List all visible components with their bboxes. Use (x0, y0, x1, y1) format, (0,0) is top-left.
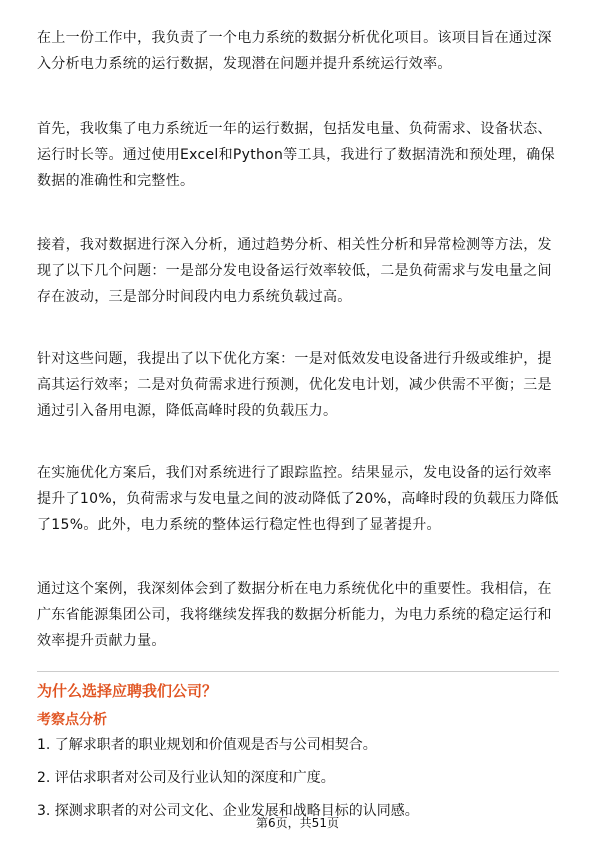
paragraph-intro: 在上一份工作中，我负责了一个电力系统的数据分析优化项目。该项目旨在通过深入分析电力系统的运行数据，发现潜在问题并提升系统运行效率。 (37, 30, 552, 72)
list-item: 1. 了解求职者的职业规划和价值观是否与公司相契合。 (37, 737, 377, 753)
paragraph-data-collection: 首先，我收集了电力系统近一年的运行数据，包括发电量、负荷需求、设备状态、运行时长等。通过使用Excel和Python等工具，我进行了数据清洗和预处理，确保数据的准确性和完整性。 (37, 121, 555, 189)
paragraph-conclusion: 通过这个案例，我深刻体会到了数据分析在电力系统优化中的重要性。我相信，在广东省能源集团公司，我将继续发挥我的数据分析能力，为电力系统的稳定运行和效率提升贡献力量。 (37, 581, 552, 649)
list-item: 3. 探测求职者的对公司文化、企业发展和战略目标的认同感。 (37, 803, 419, 819)
list-item: 2. 评估求职者对公司及行业认知的深度和广度。 (37, 770, 335, 786)
section-divider (37, 671, 559, 672)
paragraph-solution: 针对这些问题，我提出了以下优化方案：一是对低效发电设备进行升级或维护，提高其运行效率；二是对负荷需求进行预测，优化发电计划，减少供需不平衡；三是通过引入备用电源，降低高峰时段的负载压力。 (37, 351, 552, 419)
paragraph-analysis: 接着，我对数据进行深入分析，通过趋势分析、相关性分析和异常检测等方法，发现了以下几个问题：一是部分发电设备运行效率较低，二是负荷需求与发电量之间存在波动，三是部分时间段内电力系统负载过高。 (37, 237, 552, 305)
question-title: 为什么选择应聘我们公司？ (37, 682, 218, 700)
paragraph-results: 在实施优化方案后，我们对系统进行了跟踪监控。结果显示，发电设备的运行效率提升了10%，负荷需求与发电量之间的波动降低了20%，高峰时段的负载压力降低了15%。此外，电力系统的整体运行稳定性也得到了显著提升。 (37, 465, 559, 533)
page-number: 第6页，共51页 (256, 816, 339, 830)
analysis-sub-heading: 考察点分析 (37, 712, 107, 728)
